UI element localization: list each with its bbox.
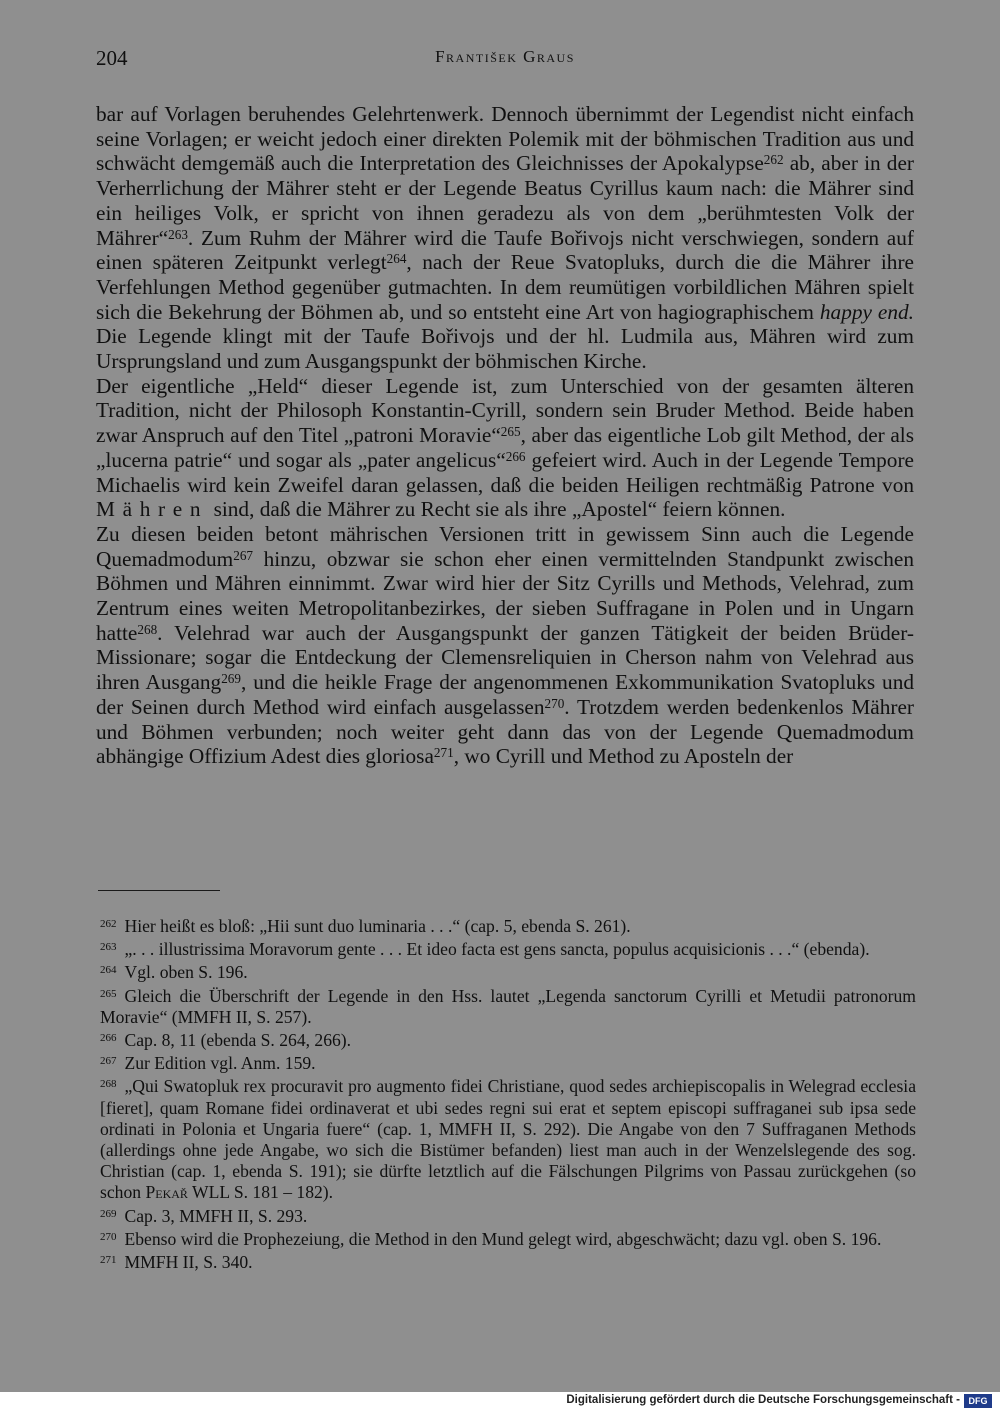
text-run: , wo Cyrill und Method zu Aposteln der	[453, 744, 794, 769]
text-run: gefeiert wird. Auch in der Legende Tempore Michaelis wird kein Zweifel daran gelassen, daß die beiden Heiligen rechtmäßig Patrone von	[96, 447, 914, 497]
credit-text: Digitalisierung gefördert durch die Deutsche Forschungsgemeinschaft -	[566, 1394, 960, 1406]
text-run: Der eigentliche „Held“ dieser Legende ist, zum Unterschied von der gesamten älteren Tradition, nicht der Philosoph Konstantin-Cyrill, sondern sein Bruder Method. Beide haben zwar Anspruch auf den Titel „patroni Moravie“	[96, 373, 914, 448]
text-run: Die Legende klingt mit der Taufe Bořivojs und der hl. Ludmila aus, Mähren wird zum Ursprungsland und zum Ausgangspunkt der böhmischen Kirche.	[96, 324, 914, 374]
footnote-ref-266: 266	[505, 448, 526, 464]
footnote-text: Cap. 3, MMFH II, S. 293.	[124, 1205, 308, 1226]
text-run: , aber das eigentliche Lob gilt Method, der als „lucerna patrie“ und sogar als „pater angelicus“	[96, 423, 914, 472]
running-head: František Graus	[435, 47, 575, 66]
footnote	[100, 1250, 916, 1273]
digitization-credit-bar	[0, 1392, 1000, 1411]
footnote-number: 270	[100, 1230, 117, 1243]
page-number: 204	[96, 46, 128, 70]
footnote	[100, 914, 916, 937]
footnote	[100, 984, 916, 1028]
footnote-ref-263: 263	[168, 226, 188, 242]
footnote	[100, 1074, 916, 1203]
footnote-ref-268: 268	[137, 621, 158, 637]
footnote-text: „. . . illustrissima Moravorum gente . . . Et ideo facta est gens sancta, populus acquisicionis . . .“ (ebenda).	[124, 939, 870, 960]
text-run: . Trotzdem werden bedenkenlos Mährer und Böhmen verbunden; noch weiter geht dann das von der Legende Quemadmodum abhängige Offizium Adest dies gloriosa	[96, 694, 914, 769]
footnote	[100, 937, 916, 960]
author-small-caps: Pekař	[145, 1182, 188, 1203]
italic-phrase: happy end.	[819, 299, 914, 324]
footnote	[100, 960, 916, 983]
text-run: hinzu, obzwar sie schon eher einen vermittelnden Standpunkt zwischen Böhmen und Mähren einnimmt. Zwar wird hier der Sitz Cyrills und Methods, Velehrad, zum Zentrum eines weiten Metropolitanbezirkes, der sieben Suffragane in Polen und in Ungarn hatte	[96, 546, 914, 645]
footnote-number: 263	[100, 941, 117, 954]
text-run: . Velehrad war auch der Ausgangspunkt der ganzen Tätigkeit der beiden Brüder-Missionare; sogar die Entdeckung der Clemensreliquien in Cherson nahm von Velehrad aus ihren Ausgang	[96, 620, 914, 695]
text-run: . Zum Ruhm der Mährer wird die Taufe Bořivojs nicht verschwiegen, sondern auf einen späteren Zeitpunkt verlegt	[96, 225, 914, 275]
text-run: bar auf Vorlagen beruhendes Gelehrtenwerk. Dennoch übernimmt der Legendist nicht einfach seine Vorlagen; er weicht jedoch einer direkten Polemik mit der böhmischen Tradition aus und schwächt demgemäß auch die Interpretation des Gleichnisses der Apokalypse	[96, 102, 914, 176]
footnote-ref-262: 262	[763, 152, 784, 168]
paragraph-3	[96, 522, 914, 769]
text-run: sind, daß die Mährer zu Recht sie als ihre „Apostel“ feiern können.	[208, 497, 786, 522]
footnote-ref-271: 271	[433, 745, 454, 761]
footnote-text: Zur Edition vgl. Anm. 159.	[124, 1053, 316, 1074]
dfg-logo-icon: DFG	[964, 1394, 992, 1408]
spaced-word: Mähren	[96, 497, 209, 522]
paragraph-2	[96, 374, 914, 522]
footnote-number: 262	[100, 918, 117, 930]
footnote-number: 264	[100, 964, 117, 977]
footnote-separator	[98, 890, 220, 891]
footnote-ref-265: 265	[500, 424, 521, 440]
main-text	[96, 102, 914, 769]
footnote-text-tail: WLL S. 181 – 182).	[187, 1182, 334, 1203]
page-header	[96, 46, 914, 76]
footnote-number: 265	[100, 987, 117, 1000]
footnote-text: „Qui Swatopluk rex procuravit pro augmento fidei Christiane, quod sedes archiepiscopalis in Welegrad ecclesia [fieret], quam Romane fidei ordinaverat et ubi sedes regni sui erat et septem episcopi suffraganei sub ipsa sede ordinati in Polonia et Ungaria fuere“ (cap. 1, MMFH II, S. 292). Die Angabe von den 7 Suffraganen Methods (allerdings ohne jede Angabe, wo sich die Bistümer befanden) liest man auch in der Wenzelslegende des sog. Christian (cap. 1, ebenda S. 191); sie dürfte letztlich auf die Fälschungen Pilgrims von Passau zurückgehen (so schon	[100, 1076, 916, 1203]
footnote	[100, 1227, 916, 1250]
footnote	[100, 1051, 916, 1074]
footnote-text: MMFH II, S. 340.	[124, 1252, 253, 1273]
footnote	[100, 1204, 916, 1227]
footnote	[100, 1028, 916, 1051]
footnote-number: 267	[100, 1055, 117, 1068]
footnotes	[100, 914, 916, 1273]
footnote-number: 268	[100, 1078, 117, 1091]
footnote-ref-269: 269	[221, 671, 241, 687]
text-run: ab, aber in der Verherrlichung der Mährer steht er der Legende Beatus Cyrillus kaum nach: die Mährer sind ein heiliges Volk, er spricht von ihnen geradezu als von dem „berühmtesten Volk der Mährer“	[96, 151, 914, 250]
footnote-number: 266	[100, 1032, 117, 1045]
footnote-ref-267: 267	[233, 547, 254, 563]
text-run: Zu diesen beiden betont mährischen Versionen tritt in gewissem Sinn auch die Legende Quemadmodum	[96, 521, 914, 571]
footnote-number: 271	[100, 1254, 117, 1267]
paragraph-1	[96, 102, 914, 374]
footnote-text: Gleich die Überschrift der Legende in den Hss. lautet „Legenda sanctorum Cyrilli et Metudii patronorum Moravie“ (MMFH II, S. 257).	[100, 985, 916, 1027]
footnote-text: Vgl. oben S. 196.	[124, 962, 248, 983]
footnote-text: Hier heißt es bloß: „Hii sunt duo luminaria . . .“ (cap. 5, ebenda S. 261).	[124, 916, 631, 936]
footnote-text: Ebenso wird die Prophezeiung, die Method in den Mund gelegt wird, abgeschwächt; dazu vgl. oben S. 196.	[124, 1228, 882, 1249]
text-run: , und die heikle Frage der angenommenen Exkommunikation Svatopluks und der Seinen durch Method wird einfach ausgelassen	[96, 670, 914, 719]
footnote-text: Cap. 8, 11 (ebenda S. 264, 266).	[124, 1030, 352, 1051]
footnote-ref-264: 264	[386, 251, 407, 267]
text-run: , nach der Reue Svatopluks, durch die die Mährer ihre Verfehlungen Method gegenüber gutmachten. In dem reumütigen vorbildlichen Mähren spielt sich die Bekehrung der Böhmen ab, und so entsteht eine Art von hagiographischem	[96, 250, 914, 324]
footnote-number: 269	[100, 1207, 117, 1220]
footnote-ref-270: 270	[544, 695, 565, 711]
